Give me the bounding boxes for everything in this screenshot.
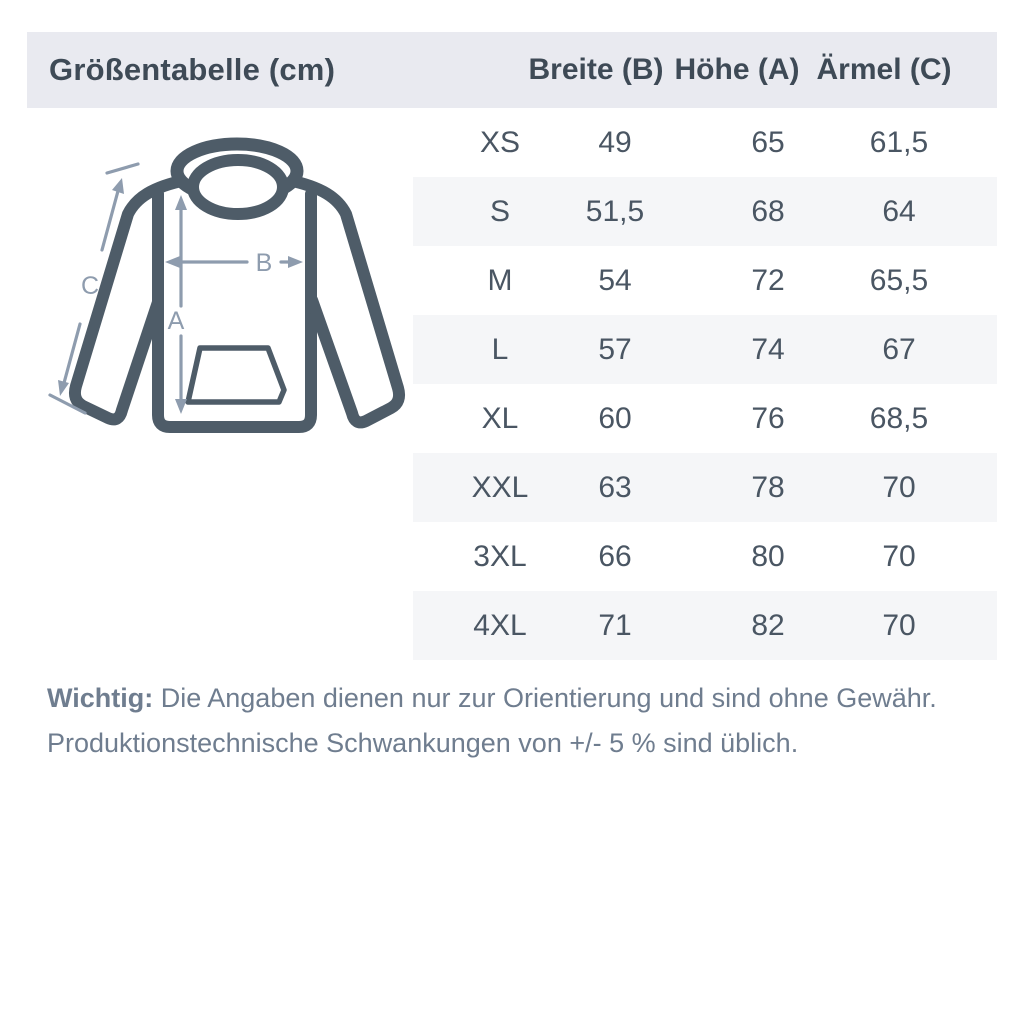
table-row bbox=[413, 246, 997, 315]
hoehe-cell: 72 bbox=[751, 263, 785, 297]
table-row bbox=[413, 384, 997, 453]
column-header-breite: Breite (B) bbox=[528, 53, 664, 86]
hoehe-cell: 78 bbox=[751, 470, 785, 504]
hoehe-cell: 80 bbox=[751, 539, 785, 573]
breite-cell: 71 bbox=[598, 608, 632, 642]
aermel-cell: 70 bbox=[882, 539, 916, 573]
breite-cell: 66 bbox=[598, 539, 632, 573]
hoehe-cell: 76 bbox=[751, 401, 785, 435]
size-cell: 3XL bbox=[473, 539, 527, 573]
size-cell: L bbox=[491, 332, 509, 366]
size-cell: M bbox=[487, 263, 513, 297]
breite-cell: 60 bbox=[598, 401, 632, 435]
hoodie-outline bbox=[75, 144, 399, 427]
hoehe-cell: 68 bbox=[751, 194, 785, 228]
hoehe-cell: 82 bbox=[751, 608, 785, 642]
table-row bbox=[413, 591, 997, 660]
label-c: C bbox=[80, 272, 100, 300]
table-row bbox=[413, 108, 997, 177]
size-cell: S bbox=[489, 194, 511, 228]
footer-line2: Produktionstechnische Schwankungen von +/- 5 % sind üblich. bbox=[47, 728, 799, 758]
breite-cell: 63 bbox=[598, 470, 632, 504]
hoodie-right-sleeve bbox=[288, 180, 399, 422]
table-row bbox=[413, 522, 997, 591]
hoodie-pocket bbox=[188, 348, 284, 402]
page-title: Größentabelle (cm) bbox=[49, 52, 336, 87]
table-row bbox=[413, 177, 997, 246]
table-header-bar bbox=[27, 32, 997, 108]
size-cell: XS bbox=[479, 125, 521, 159]
hoodie-diagram bbox=[46, 130, 412, 450]
table-row bbox=[413, 315, 997, 384]
footer-note bbox=[47, 676, 967, 766]
aermel-cell: 64 bbox=[882, 194, 916, 228]
hoehe-cell: 74 bbox=[751, 332, 785, 366]
aermel-cell: 67 bbox=[882, 332, 916, 366]
label-a: A bbox=[167, 307, 185, 335]
column-header-aermel: Ärmel (C) bbox=[816, 53, 952, 86]
hoehe-cell: 65 bbox=[751, 125, 785, 159]
breite-cell: 54 bbox=[598, 263, 632, 297]
size-cell: 4XL bbox=[473, 608, 527, 642]
breite-cell: 49 bbox=[598, 125, 632, 159]
aermel-cell: 65,5 bbox=[869, 263, 929, 297]
size-cell: XXL bbox=[471, 470, 529, 504]
column-header-hoehe: Höhe (A) bbox=[674, 53, 800, 86]
dimension-arrow-a bbox=[175, 195, 187, 414]
breite-cell: 57 bbox=[598, 332, 632, 366]
size-cell: XL bbox=[481, 401, 519, 435]
breite-cell: 51,5 bbox=[585, 194, 645, 228]
aermel-cell: 70 bbox=[882, 470, 916, 504]
size-table bbox=[413, 108, 997, 660]
aermel-cell: 68,5 bbox=[869, 401, 929, 435]
hood-inner-ring bbox=[193, 160, 283, 214]
dimension-arrow-b bbox=[165, 256, 303, 268]
aermel-cell: 61,5 bbox=[869, 125, 929, 159]
label-b: B bbox=[255, 249, 273, 277]
aermel-cell: 70 bbox=[882, 608, 916, 642]
footer-bold-label: Wichtig: bbox=[47, 683, 154, 713]
table-row bbox=[413, 453, 997, 522]
footer-line1: Die Angaben dienen nur zur Orientierung und sind ohne Gewähr. bbox=[153, 683, 937, 713]
